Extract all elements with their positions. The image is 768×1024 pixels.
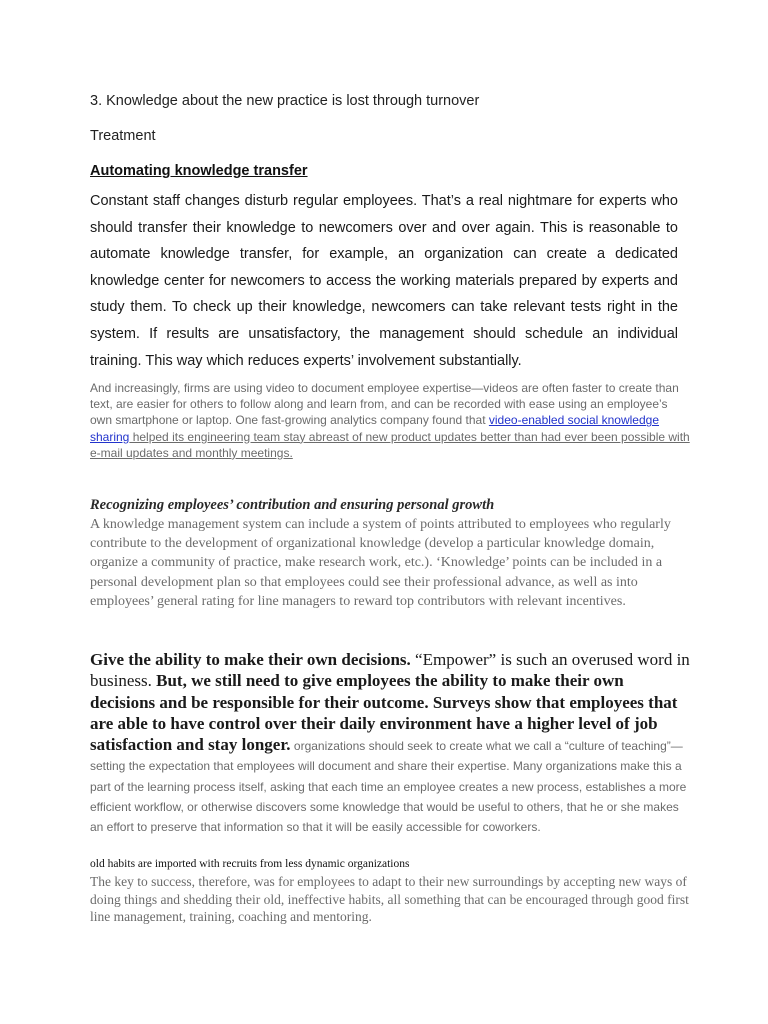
quote-text-after: helped its engineering team stay abreast of new product updates better than had ever been possible with e-mail updates and monthly meetings.	[90, 429, 690, 460]
empower-quote: “Empower” is such an overused word in business.	[90, 650, 690, 691]
culture-of-teaching-text: organizations should seek to create what we call a “culture of teaching”—setting the expectation that employees will document and share their expertise. Many organizations make this a part of the learning process itself, asking that each time an employee creates a new process, establishes a more efficient workflow, or otherwise discovers some knowledge that would be useful to others, that he or she makes an effort to preserve that information so that it will be easily accessible for coworkers.	[90, 739, 687, 835]
paragraph-recognizing: A knowledge management system can include a system of points attributed to employees who regularly contribute to the development of organizational knowledge (develop a particular knowledge domain, organize a community of practice, make research work, etc.). ‘Knowledge’ points can be included in a personal development plan so that employees could see their professional advance, as well as into employees’ general rating for line managers to reward top contributors with relevant incentives.	[90, 517, 671, 609]
treatment-label: Treatment	[90, 128, 156, 144]
paragraph-automating: Constant staff changes disturb regular employees. That’s a real nightmare for experts who should transfer their knowledge to newcomers over and over again. This is reasonable to automate knowledge transfer, for example, an organization can create a dedicated knowledge center for newcomers to access the working materials prepared by experts and study them. To check up their knowledge, newcomers can take relevant tests right in the system. If results are unsatisfactory, the management should schedule an individual training. This way which reduces experts’ involvement substantially.	[90, 193, 678, 369]
quote-text-before: And increasingly, firms are using video to document employee expertise—videos are often faster to create than text, are easier for others to follow along and learn from, and can be recorded with ease using an employee’s own smartphone or laptop. One fast-growing analytics company found that	[90, 381, 679, 428]
paragraph-old-habits: The key to success, therefore, was for employees to adapt to their new surroundings by accepting new ways of doing things and shedding their old, ineffective habits, all something that can be encouraged through good first line management, training, coaching and mentoring.	[90, 874, 689, 924]
empower-bold-text: But, we still need to give employees the ability to make their own decisions and be responsible for their outcome. Surveys show that employees that are able to have control over their daily environment have a higher level of job satisfaction and stay longer.	[90, 671, 678, 755]
item-heading: 3. Knowledge about the new practice is lost through turnover	[90, 93, 480, 109]
empower-lead: Give the ability to make their own decisions.	[90, 650, 411, 669]
quote-paragraph	[90, 380, 690, 461]
video-knowledge-sharing-link[interactable]: video-enabled social knowledge sharing	[90, 413, 660, 444]
section-title-automating: Automating knowledge transfer	[90, 163, 308, 179]
section-title-recognizing: Recognizing employees’ contribution and ensuring personal growth	[90, 497, 495, 513]
paragraph-empower	[90, 650, 690, 838]
section-title-old-habits: old habits are imported with recruits from less dynamic organizations	[90, 858, 410, 870]
